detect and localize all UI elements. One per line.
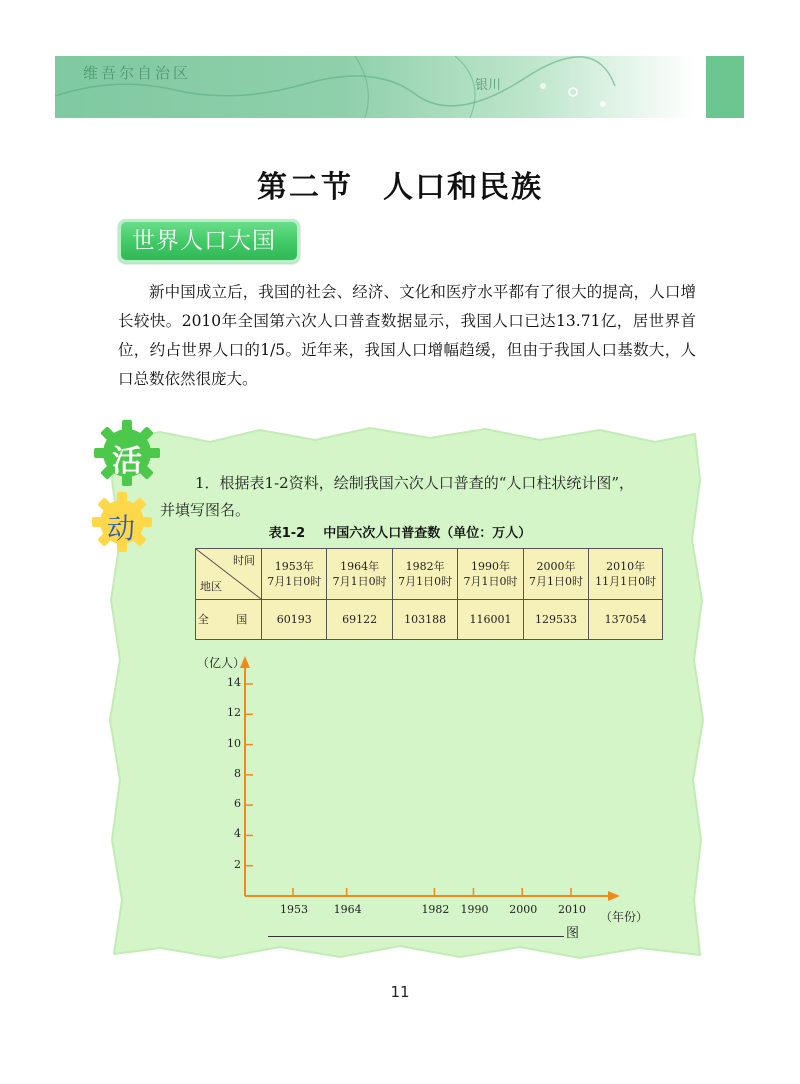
- table-header-cell: 1964年 7月1日0时: [327, 549, 392, 600]
- x-ticks: [293, 888, 571, 896]
- task-line-2: 并填写图名。: [160, 501, 251, 519]
- subheading-badge: 世界人口大国: [118, 219, 300, 263]
- table-caption-title: 中国六次人口普查数（单位：万人）: [323, 526, 532, 541]
- table-cell: 103188: [392, 600, 457, 640]
- corner-label-time: 时间: [233, 554, 255, 567]
- table-header-cell: 2010年 11月1日0时: [589, 549, 663, 600]
- y-tick-label: 4: [234, 827, 241, 841]
- table-cell: 60193: [262, 600, 327, 640]
- x-axis-unit-label: （年份）: [600, 910, 649, 924]
- figure-name-blank: [268, 936, 564, 937]
- figure-suffix: 图: [566, 926, 580, 941]
- y-tick-label: 12: [227, 706, 241, 720]
- table-caption-id: 表1-2: [268, 526, 306, 541]
- table-header-cell: 1990年 7月1日0时: [458, 549, 523, 600]
- table-cell: 137054: [589, 600, 663, 640]
- x-tick-label: 2000: [509, 903, 538, 916]
- section-name: 人口和民族: [383, 170, 543, 205]
- task-line-1: 1．根据表1-2资料，绘制我国六次人口普查的“人口柱状统计图”，: [195, 474, 635, 492]
- y-tick-label: 6: [234, 797, 241, 811]
- y-tick-label: 2: [234, 857, 241, 871]
- x-tick-label: 1953: [280, 903, 308, 916]
- y-tick-label: 8: [234, 766, 241, 780]
- x-axis-arrow: [608, 891, 620, 901]
- table-header-cell: 1953年 7月1日0时: [262, 549, 327, 600]
- x-tick-label: 1982: [421, 903, 450, 916]
- section-number: 第二节: [257, 170, 353, 205]
- x-tick-label: 1990: [460, 903, 489, 916]
- x-tick-label: 2010: [558, 903, 586, 916]
- table-header-cell: 1982年 7月1日0时: [392, 549, 457, 600]
- activity-badge-char-2: 动: [107, 512, 136, 545]
- activity-badge-char-1: 活: [112, 444, 142, 479]
- table-header-cell: 2000年 7月1日0时: [523, 549, 588, 600]
- page-number: 11: [390, 983, 410, 1001]
- corner-label-region: 地区: [200, 580, 222, 593]
- y-axis-unit-label: （亿人）: [197, 656, 246, 670]
- paragraph-text: 新中国成立后，我国的社会、经济、文化和医疗水平都有了很大的提高，人口增长较快。2010年全国第六次人口普查数据显示，我国人口已达13.71亿，居世界首位，约占世界人口的1/5。近年来，我国人口增幅趋缓，但由于我国人口基数大，人口总数依然很庞大。: [118, 283, 696, 388]
- table-cell: 129533: [523, 600, 588, 640]
- map-label-left: 维吾尔自治区: [83, 64, 192, 82]
- y-ticks: [245, 684, 253, 866]
- y-tick-label: 10: [227, 736, 241, 750]
- table-cell: 69122: [327, 600, 392, 640]
- y-tick-label: 14: [227, 676, 241, 689]
- x-tick-label: 1964: [333, 903, 362, 916]
- map-label-right: 银川: [475, 78, 502, 93]
- table-row-label: 全 国: [196, 600, 262, 640]
- table-cell: 116001: [458, 600, 523, 640]
